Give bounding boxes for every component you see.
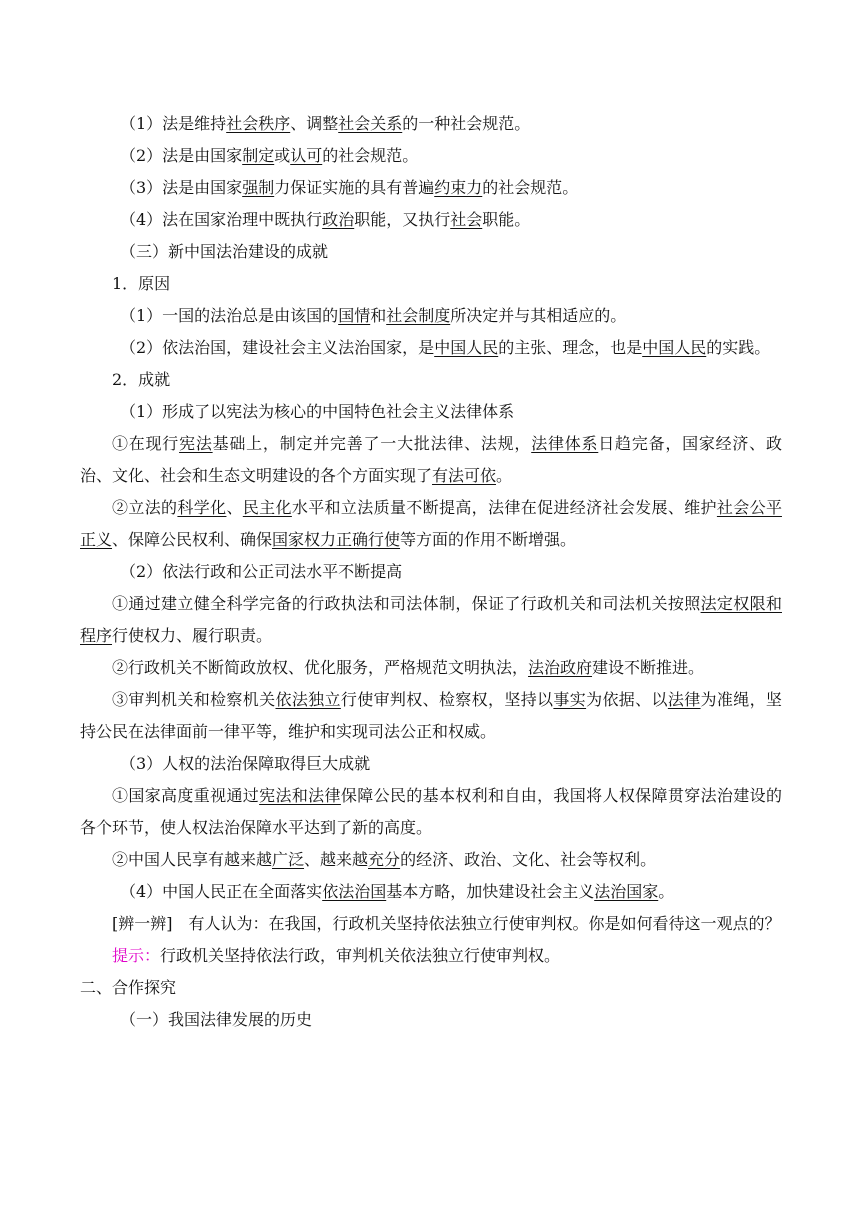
text-run: [辨一辨] 有人认为：在我国，行政机关坚持依法独立行使审判权。你是如何看待这一观点的？ [112,914,781,933]
underlined-term: 社会 [450,210,483,229]
text-run: 行政机关坚持依法行政，审判机关依法独立行使审判权。 [160,946,561,965]
underlined-term: 法律体系 [531,434,599,453]
paragraph [80,844,782,876]
text-run: （3）人权的法治保障取得巨大成就 [120,754,371,773]
text-run: 为准绳，坚持公民在法律面前一律平等，维护和实现司法公正和权威。 [80,690,782,741]
underlined-term: 法定权限和程序 [80,594,782,645]
paragraph [80,556,782,588]
underlined-term: 依法治国 [322,882,387,901]
text-run: ①在现行 [112,434,180,453]
text-run: 的社会规范。 [322,146,419,165]
text-run: 日趋完备，国家经济、政治、文化、社会和生态文明建设的各个方面实现了 [80,434,782,485]
paragraph [80,684,782,748]
underlined-term: 社会制度 [386,306,451,325]
text-run: （2）法是由国家 [120,146,243,165]
paragraph [80,428,782,492]
paragraph [80,108,782,140]
underlined-term: 约束力 [434,178,483,197]
underlined-term: 强制 [242,178,275,197]
document-body [80,108,782,1036]
paragraph [80,396,782,428]
paragraph [80,300,782,332]
underlined-term: 制定 [242,146,275,165]
paragraph [80,876,782,908]
text-run: 基本方略，加快建设社会主义 [386,882,595,901]
text-run: （4）中国人民正在全面落实 [120,882,323,901]
paragraph [80,140,782,172]
underlined-term: 社会公平正义 [80,498,782,549]
underlined-term: 科学化 [177,498,227,517]
text-run: 职能。 [482,210,531,229]
underlined-term: 有法可依 [432,466,497,485]
paragraph [80,364,782,396]
underlined-term: 社会关系 [338,114,403,133]
text-run: 力保证实施的具有普遍 [274,178,435,197]
underlined-term: 政治 [322,210,355,229]
text-run: 的实践。 [706,338,771,357]
underlined-term: 国情 [338,306,371,325]
paragraph [80,492,782,556]
text-run: 为依据、以 [586,690,668,709]
underlined-term: 充分 [368,850,401,869]
underlined-term: 中国人民 [434,338,499,357]
paragraph [80,652,782,684]
text-run: ③审判机关和检察机关 [112,690,276,709]
text-run: （一）我国法律发展的历史 [120,1010,313,1029]
hint-label: 提示： [112,946,161,965]
underlined-term: 依法独立 [275,690,341,709]
paragraph [80,588,782,652]
underlined-term: 民主化 [242,498,292,517]
text-run: ①通过建立健全科学完备的行政执法和司法体制，保证了行政机关和司法机关按照 [112,594,701,613]
text-run: 的经济、政治、文化、社会等权利。 [400,850,657,869]
text-run: 职能，又执行 [354,210,451,229]
text-run: ②立法的 [112,498,178,517]
underlined-term: 认可 [290,146,323,165]
text-run: （1）一国的法治总是由该国的 [120,306,339,325]
underlined-term: 法治国家 [594,882,659,901]
paragraph [80,268,782,300]
text-run: 的主张、理念，也是 [498,338,643,357]
text-run: 行使权力、履行职责。 [112,626,273,645]
text-run: 或 [274,146,291,165]
text-run: 、 [226,498,243,517]
underlined-term: 法治政府 [528,658,593,677]
text-run: 行使审判权、检察权，坚持以 [340,690,554,709]
text-run: 2．成就 [112,370,171,389]
text-run: 二、合作探究 [80,978,177,997]
text-run: 所决定并与其相适应的。 [450,306,627,325]
paragraph [80,1004,782,1036]
text-run: （2）依法治国，建设社会主义法治国家，是 [120,338,435,357]
text-run: 水平和立法质量不断提高，法律在促进经济社会发展、维护 [291,498,717,517]
text-run: 、越来越 [304,850,369,869]
paragraph [80,172,782,204]
text-run: （1）法是维持 [120,114,227,133]
text-run: 。 [496,466,513,485]
text-run: ①国家高度重视通过 [112,786,260,805]
paragraph [80,780,782,844]
text-run: （3）法是由国家 [120,178,243,197]
underlined-term: 社会秩序 [226,114,291,133]
underlined-term: 宪法和法律 [259,786,341,805]
text-run: 、保障公民权利、确保 [112,530,273,549]
text-run: （4）法在国家治理中既执行 [120,210,323,229]
underlined-term: 事实 [553,690,587,709]
text-run: 等方面的作用不断增强。 [400,530,577,549]
text-run: 基础上，制定并完善了一大批法律、法规， [212,434,532,453]
text-run: ②中国人民享有越来越 [112,850,273,869]
text-run: 1．原因 [112,274,171,293]
text-run: 保障公民的基本权利和自由，我国将人权保障贯穿法治建设的各个环节，使人权法治保障水平达到了新的高度。 [80,786,782,837]
paragraph [80,972,782,1004]
paragraph [80,940,782,972]
paragraph [80,236,782,268]
text-run: 的一种社会规范。 [402,114,531,133]
paragraph [80,908,782,940]
text-run: 、调整 [290,114,339,133]
paragraph [80,204,782,236]
text-run: 建设不断推进。 [592,658,705,677]
text-run: （1）形成了以宪法为核心的中国特色社会主义法律体系 [120,402,515,421]
underlined-term: 法律 [667,690,701,709]
text-run: ②行政机关不断简政放权、优化服务，严格规范文明执法， [112,658,529,677]
text-run: 。 [658,882,675,901]
text-run: 和 [370,306,387,325]
paragraph [80,332,782,364]
text-run: 的社会规范。 [482,178,579,197]
underlined-term: 中国人民 [642,338,707,357]
underlined-term: 广泛 [272,850,305,869]
underlined-term: 宪法 [179,434,213,453]
text-run: （2）依法行政和公正司法水平不断提高 [120,562,403,581]
text-run: （三）新中国法治建设的成就 [120,242,329,261]
underlined-term: 国家权力正确行使 [272,530,401,549]
paragraph [80,748,782,780]
